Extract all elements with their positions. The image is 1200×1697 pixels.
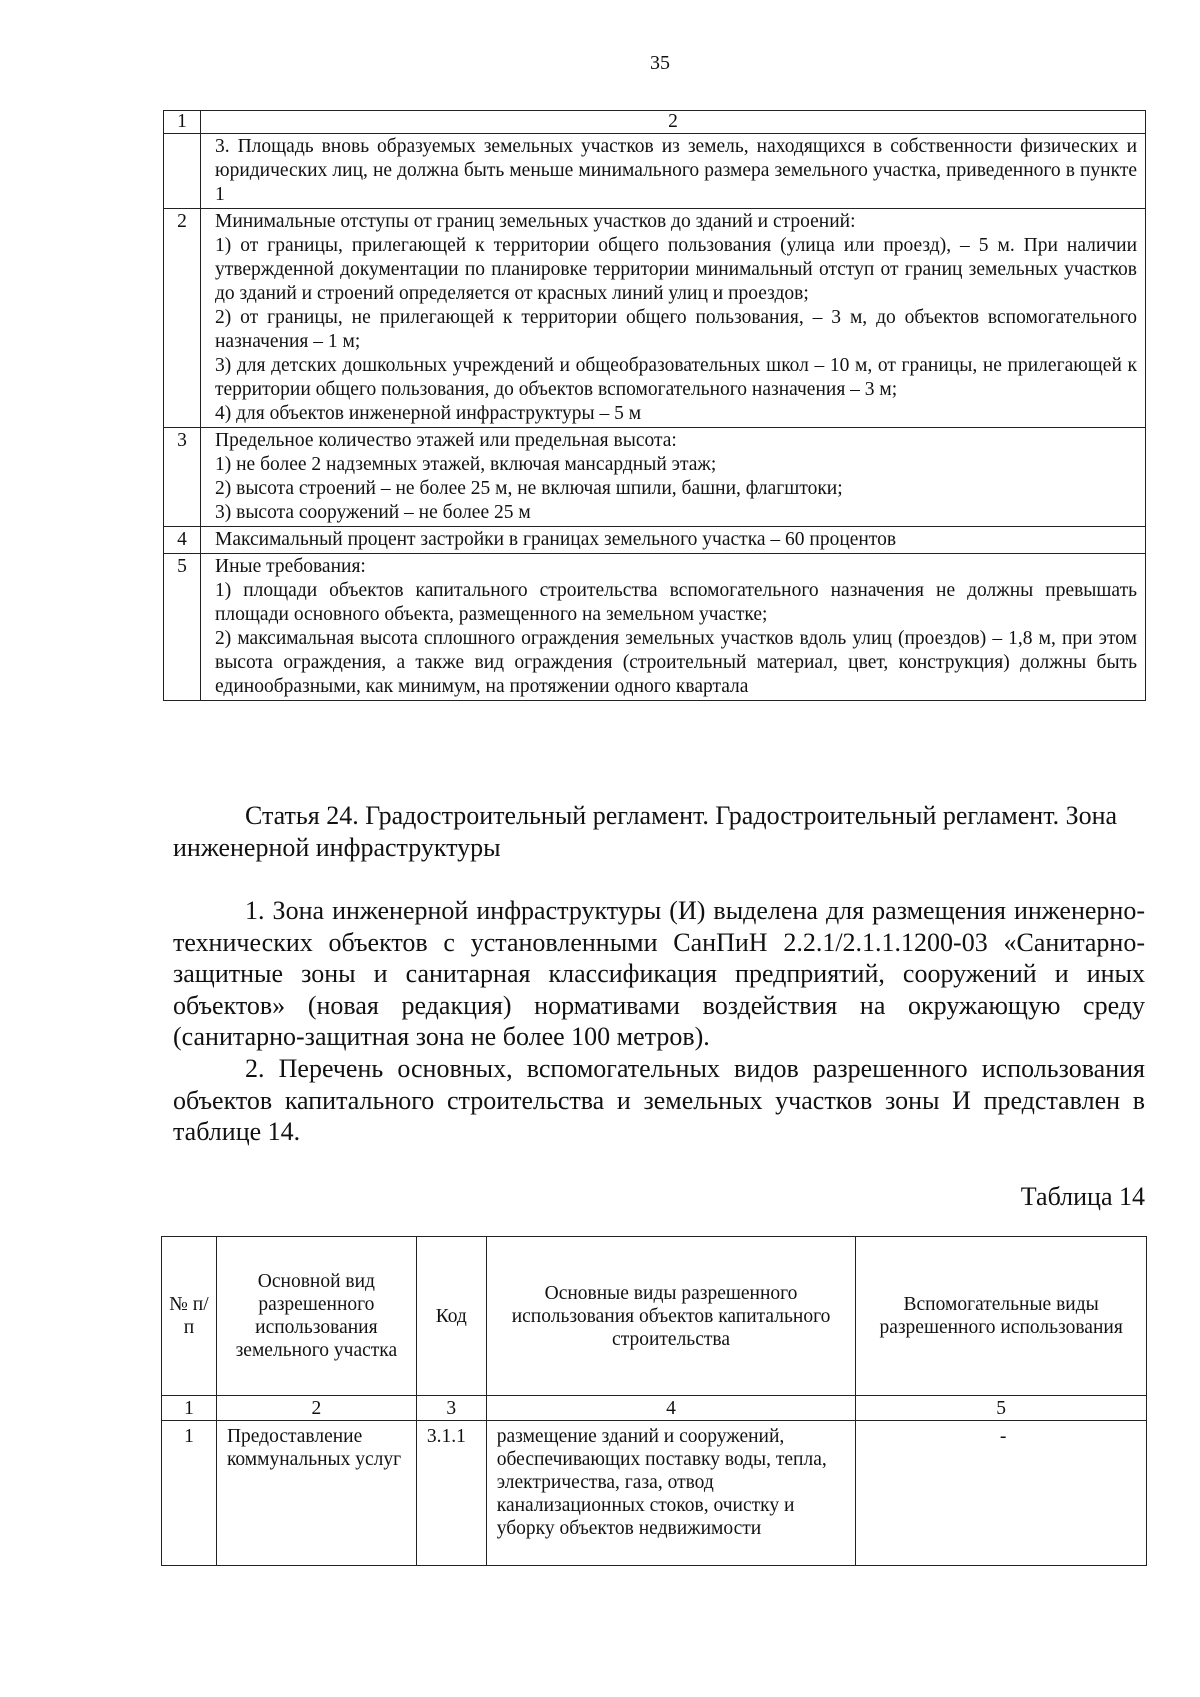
header-number: № п/п <box>162 1237 217 1396</box>
row-line: Иные требования: <box>215 556 366 577</box>
row-text <box>201 527 1146 554</box>
row-line: Предельное количество этажей или предельная высота: <box>215 430 677 451</box>
regulation-table-continued <box>163 110 1146 701</box>
header-col-1: 1 <box>164 111 201 134</box>
row-line: Максимальный процент застройки в границах земельного участка – 60 процентов <box>215 529 897 550</box>
article-heading: Статья 24. Градостроительный регламент. Градостроительный регламент. Зона инженерной инфраструктуры <box>173 801 1118 862</box>
column-number: 4 <box>486 1396 856 1421</box>
cell-main-building-use: размещение зданий и сооружений, обеспечивающих поставку воды, тепла, электричества, газа, отвод канализационных стоков, очистку и уборку объектов недвижимости <box>486 1421 856 1566</box>
cell-code: 3.1.1 <box>416 1421 486 1566</box>
row-number: 2 <box>164 209 201 428</box>
row-line: 3) высота сооружений – не более 25 м <box>215 502 531 523</box>
paragraph-2: 2. Перечень основных, вспомогательных видов разрешенного использования объектов капитального строительства и земельных участков зоны И представлен в таблице 14. <box>173 1054 1145 1146</box>
row-line: 2) от границы, не прилегающей к территории общего пользования, – 3 м, до объектов вспомогательного назначения – 1 м; <box>215 307 1137 352</box>
page-number: 35 <box>650 52 670 74</box>
table-row <box>164 134 1146 209</box>
table-row <box>164 554 1146 701</box>
header-main-building-use: Основные виды разрешенного использования объектов капитального строительства <box>486 1237 856 1396</box>
table-14 <box>161 1236 1147 1566</box>
row-text <box>201 134 1146 209</box>
row-line: Минимальные отступы от границ земельных участков до зданий и строений: <box>215 211 856 232</box>
row-line: 2) максимальная высота сплошного ограждения земельных участков вдоль улиц (проездов) – 1,8 м, при этом высота ограждения, а также вид ограждения (строительный материал, цвет, конструкция) должны быть единообразными, как минимум, на протяжении одного квартала <box>215 628 1137 697</box>
cell-number: 1 <box>162 1421 217 1566</box>
column-numbers-row <box>162 1396 1147 1421</box>
header-main-land-use: Основной вид разрешенного использования земельного участка <box>216 1237 416 1396</box>
table-header-row <box>164 111 1146 134</box>
column-number: 2 <box>216 1396 416 1421</box>
paragraph-1: 1. Зона инженерной инфраструктуры (И) выделена для размещения инженерно-технических объектов с установленными СанПиН 2.2.1/2.1.1.1200-03 «Санитарно-защитные зоны и санитарная классификация предприятий, сооружений и иных объектов» (новая редакция) нормативами воздействия на окружающую среду (санитарно-защитная зона не более 100 метров). <box>173 896 1145 1051</box>
table-row <box>164 428 1146 527</box>
table-header-row <box>162 1237 1147 1396</box>
row-number: 3 <box>164 428 201 527</box>
column-number: 3 <box>416 1396 486 1421</box>
header-code: Код <box>416 1237 486 1396</box>
row-line: 2) высота строений – не более 25 м, не включая шпили, башни, флагштоки; <box>215 478 843 499</box>
table-caption: Таблица 14 <box>1020 1182 1145 1211</box>
header-auxiliary-use: Вспомогательные виды разрешенного использования <box>856 1237 1147 1396</box>
row-text <box>201 428 1146 527</box>
row-line: 1) площади объектов капитального строительства вспомогательного назначения не должны превышать площади основного объекта, размещенного на земельном участке; <box>215 580 1137 625</box>
row-line: 1) не более 2 надземных этажей, включая мансардный этаж; <box>215 454 717 475</box>
row-number: 5 <box>164 554 201 701</box>
row-line: 1) от границы, прилегающей к территории общего пользования (улица или проезд), – 5 м. При наличии утвержденной документации по планировке территории минимальный отступ от границ земельных участков до зданий и строений определяется от красных линий улиц и проездов; <box>215 235 1137 304</box>
table-row <box>162 1421 1147 1566</box>
row-line: 3. Площадь вновь образуемых земельных участков из земель, находящихся в собственности физических и юридических лиц, не должна быть меньше минимального размера земельного участка, приведенного в пункте 1 <box>215 136 1137 205</box>
cell-main-land-use: Предоставление коммунальных услуг <box>216 1421 416 1566</box>
column-number: 1 <box>162 1396 217 1421</box>
cell-auxiliary-use: - <box>856 1421 1147 1566</box>
row-number <box>164 134 201 209</box>
row-line: 4) для объектов инженерной инфраструктуры – 5 м <box>215 403 642 424</box>
row-text <box>201 209 1146 428</box>
row-number: 4 <box>164 527 201 554</box>
row-text <box>201 554 1146 701</box>
column-number: 5 <box>856 1396 1147 1421</box>
header-col-2: 2 <box>201 111 1146 134</box>
row-line: 3) для детских дошкольных учреждений и общеобразовательных школ – 10 м, от границы, не прилегающей к территории общего пользования, до объектов вспомогательного назначения – 3 м; <box>215 355 1137 400</box>
table-row <box>164 527 1146 554</box>
table-row <box>164 209 1146 428</box>
